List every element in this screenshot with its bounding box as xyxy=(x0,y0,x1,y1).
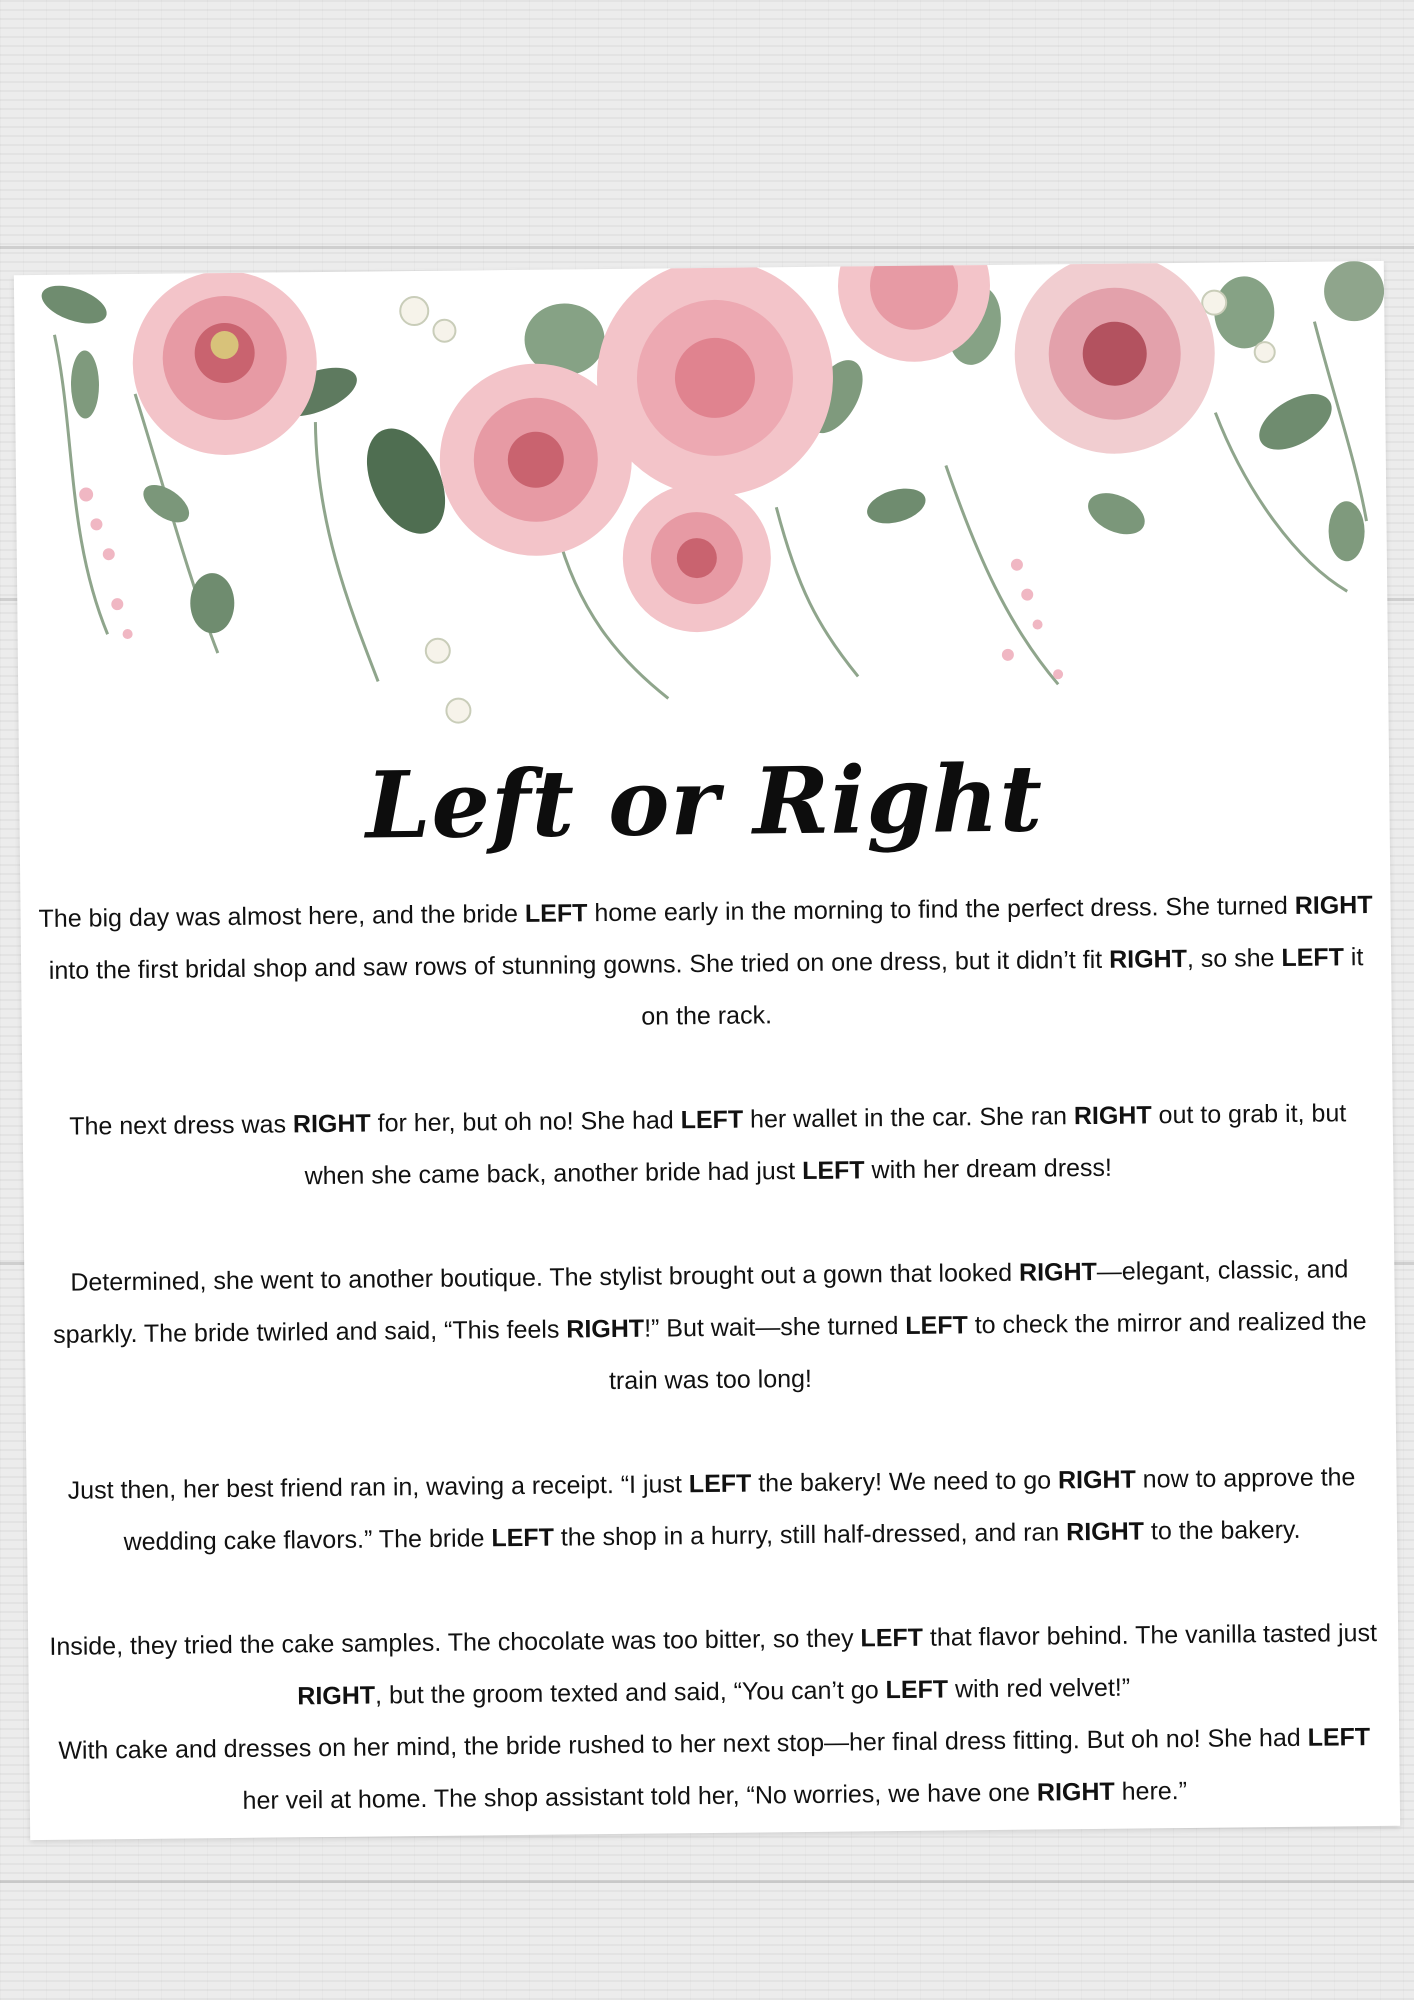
story-text-segment: here.” xyxy=(1114,1777,1188,1806)
story-text-segment: Inside, they tried the cake samples. The chocolate was too bitter, so they xyxy=(49,1624,861,1661)
direction-keyword: LEFT xyxy=(1281,943,1345,972)
direction-keyword: LEFT xyxy=(491,1523,555,1553)
direction-keyword: RIGHT xyxy=(1036,1777,1115,1807)
story-text-segment: her wallet in the car. She ran xyxy=(743,1102,1075,1134)
story-paragraph xyxy=(36,1087,1379,1205)
story-text-segment: to the bakery. xyxy=(1143,1515,1301,1546)
story-text-segment: Just then, her best friend ran in, waving a receipt. “I just xyxy=(67,1470,689,1505)
direction-keyword: RIGHT xyxy=(1294,891,1373,920)
story-text-segment: to check the mirror and realized the train was too long! xyxy=(608,1307,1367,1396)
wood-plank-seam xyxy=(0,246,1414,249)
direction-keyword: LEFT xyxy=(524,899,588,928)
story-text-segment: with red velvet!” xyxy=(947,1673,1131,1704)
story-text-segment: it on the rack. xyxy=(641,943,1364,1031)
direction-keyword: RIGHT xyxy=(1108,944,1188,974)
story-paragraph xyxy=(43,1711,1386,1829)
direction-keyword: RIGHT xyxy=(1073,1101,1152,1131)
story-text-segment: !” But wait—she turned xyxy=(643,1311,906,1343)
story-text-segment: —elegant, classic, and sparkly. The bride twirled and said, “This feels xyxy=(53,1255,1349,1349)
story-text-segment: Determined, she went to another boutique. The stylist brought out a gown that looked xyxy=(70,1258,1020,1297)
story-text-segment: her veil at home. The shop assistant told her, “No worries, we have one xyxy=(242,1778,1038,1815)
story-text xyxy=(34,879,1386,1840)
story-text-segment: The next dress was xyxy=(69,1110,294,1141)
story-text-segment: into the first bridal shop and saw rows of stunning gowns. She tried on one dress, but it didn’t fit xyxy=(48,945,1110,985)
direction-keyword: LEFT xyxy=(860,1623,924,1653)
story-text-segment: With cake and dresses on her mind, the bride rushed to her next stop—her final dress fitting. But oh no! She had xyxy=(58,1723,1308,1765)
story-text-segment: home early in the morning to find the perfect dress. She turned xyxy=(587,891,1295,928)
story-text-segment: , but the groom texted and said, “You can’t go xyxy=(374,1676,886,1710)
direction-keyword: RIGHT xyxy=(297,1681,376,1711)
direction-keyword: RIGHT xyxy=(292,1109,371,1139)
direction-keyword: LEFT xyxy=(801,1156,865,1186)
direction-keyword: LEFT xyxy=(1307,1723,1371,1752)
printable-game-sheet xyxy=(14,261,1400,1840)
wood-plank-seam xyxy=(0,1880,1414,1883)
floral-garland-illustration xyxy=(14,261,1389,755)
roses xyxy=(131,261,1217,638)
direction-keyword: LEFT xyxy=(885,1675,949,1705)
story-text-segment: that flavor behind. The vanilla tasted just xyxy=(922,1619,1378,1652)
story-text-segment: the shop in a hurry, still half-dressed, and ran xyxy=(553,1518,1067,1552)
story-text-segment: out to grab it, but when she came back, another bride had just xyxy=(304,1099,1347,1191)
direction-keyword: RIGHT xyxy=(1066,1517,1145,1547)
direction-keyword: LEFT xyxy=(905,1311,968,1340)
story-text-segment: for her, but oh no! She had xyxy=(370,1106,681,1138)
direction-keyword: LEFT xyxy=(688,1469,752,1499)
story-paragraph xyxy=(42,1607,1385,1725)
story-text-segment: , so she xyxy=(1186,943,1282,973)
direction-keyword: RIGHT xyxy=(1018,1257,1097,1287)
page-title: Left or Right xyxy=(365,744,1044,860)
direction-keyword: RIGHT xyxy=(566,1314,645,1344)
story-paragraph xyxy=(40,1451,1383,1569)
direction-keyword: LEFT xyxy=(680,1105,744,1135)
direction-keyword: RIGHT xyxy=(1057,1465,1136,1495)
story-text-segment: now to approve the wedding cake flavors.” The bride xyxy=(123,1463,1356,1557)
story-text-segment: The big day was almost here, and the bride xyxy=(38,899,526,933)
story-paragraph xyxy=(38,1243,1382,1413)
story-text-segment: the bakery! We need to go xyxy=(751,1466,1059,1498)
story-text-segment: with her dream dress! xyxy=(864,1153,1113,1185)
story-paragraph xyxy=(34,879,1378,1049)
